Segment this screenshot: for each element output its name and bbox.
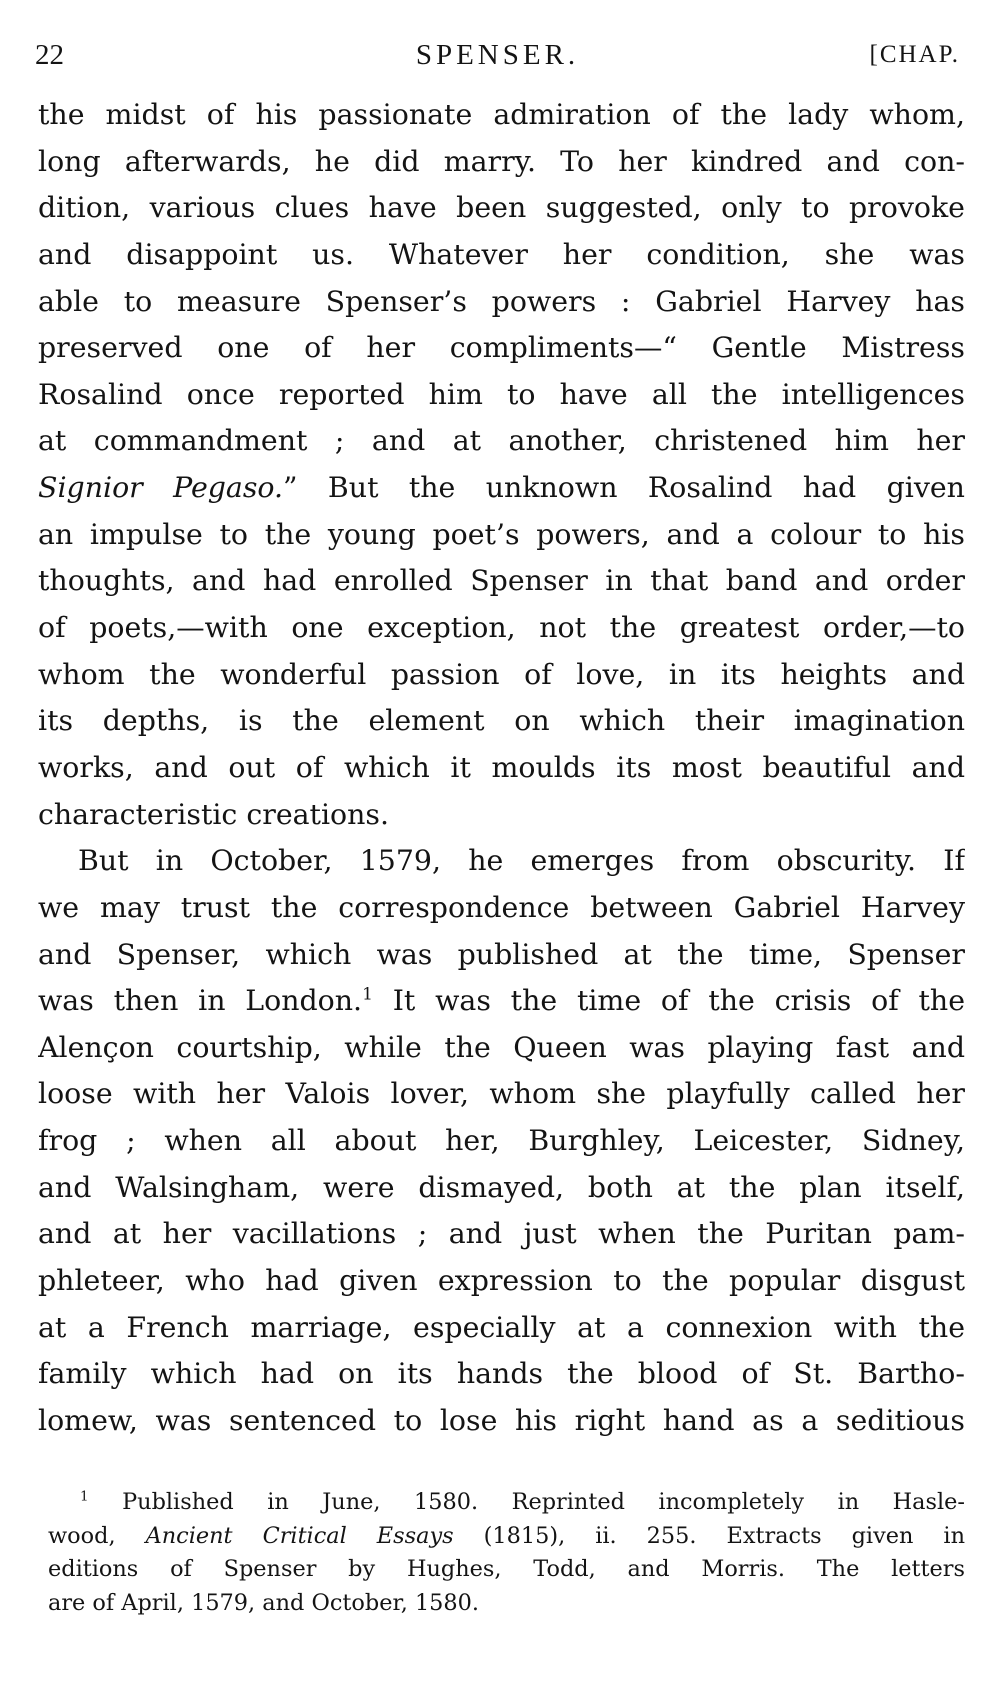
page-number: 22 <box>35 39 64 71</box>
body-text <box>38 92 965 1445</box>
text-line: Rosalind once reported him to have all the intelligences <box>38 377 965 411</box>
text-line: works, and out of which it moulds its most beautiful and <box>38 750 965 784</box>
text-line: loose with her Valois lover, whom she playfully called her <box>38 1077 965 1111</box>
text-line: the midst of his passionate admiration of the lady whom, <box>38 98 965 131</box>
footnote-line: are of April, 1579, and October, 1580. <box>48 1589 480 1616</box>
text-line: dition, various clues have been suggested, only to provoke <box>38 191 965 225</box>
text-line <box>38 978 965 1025</box>
footnote-marker: 1 <box>80 1489 89 1505</box>
text-fragment: (1815), ii. 255. Extracts given in <box>453 1522 965 1549</box>
text-line <box>38 465 965 512</box>
text-fragment: was then in London. <box>38 984 363 1018</box>
text-line: of poets,—with one exception, not the greatest order,—to <box>38 611 965 645</box>
text-fragment: wood, <box>48 1522 146 1549</box>
text-line: and at her vacillations ; and just when the Puritan pam- <box>38 1217 965 1251</box>
text-line: frog ; when all about her, Burghley, Leicester, Sidney, <box>38 1124 965 1158</box>
italic-title: Ancient Critical Essays <box>145 1522 454 1549</box>
chapter-mark: [CHAP. <box>869 41 960 68</box>
text-line: family which had on its hands the blood of St. Bartho- <box>38 1357 965 1391</box>
footnote-reference[interactable]: 1 <box>362 984 373 1005</box>
footnote-line <box>48 1520 965 1554</box>
text-line: its depths, is the element on which their imagination <box>38 704 965 738</box>
text-fragment: Published in June, 1580. Reprinted incompletely in Hasle- <box>122 1489 965 1515</box>
footnote-line: editions of Spenser by Hughes, Todd, and Morris. The letters <box>48 1556 965 1582</box>
text-line: and Spenser, which was published at the time, Spenser <box>38 937 965 971</box>
text-line: able to measure Spenser’s powers : Gabriel Harvey has <box>38 284 965 318</box>
text-line: lomew, was sentenced to lose his right hand as a seditious <box>38 1403 965 1437</box>
text-line: whom the wonderful passion of love, in its heights and <box>38 657 965 691</box>
text-line: and disappoint us. Whatever her condition, she was <box>38 237 965 271</box>
text-line: thoughts, and had enrolled Spenser in that band and order <box>38 564 965 598</box>
text-line: long afterwards, he did marry. To her kindred and con- <box>38 144 965 178</box>
text-line: preserved one of her compliments—“ Gentle Mistress <box>38 331 965 365</box>
text-fragment: It was the time of the crisis of the <box>372 984 965 1018</box>
italic-phrase: Signior Pegaso. <box>38 471 284 505</box>
text-line: phleteer, who had given expression to the popular disgust <box>38 1264 965 1298</box>
text-line: we may trust the correspondence between Gabriel Harvey <box>38 890 965 924</box>
text-line: at a French marriage, especially at a connexion with the <box>38 1310 965 1344</box>
footnote <box>48 1486 965 1620</box>
text-line: characteristic creations. <box>38 797 390 831</box>
text-line: and Walsingham, were dismayed, both at the plan itself, <box>38 1170 965 1204</box>
text-line: But in October, 1579, he emerges from obscurity. If <box>78 844 965 878</box>
text-fragment: ” But the unknown Rosalind had given <box>283 471 965 505</box>
footnote-line <box>48 1486 965 1520</box>
text-line: an impulse to the young poet’s powers, and a colour to his <box>38 517 965 551</box>
running-title: SPENSER. <box>415 39 580 71</box>
text-line: Alençon courtship, while the Queen was playing fast and <box>38 1030 965 1064</box>
text-line: at commandment ; and at another, christened him her <box>38 424 965 458</box>
running-header <box>35 30 960 80</box>
